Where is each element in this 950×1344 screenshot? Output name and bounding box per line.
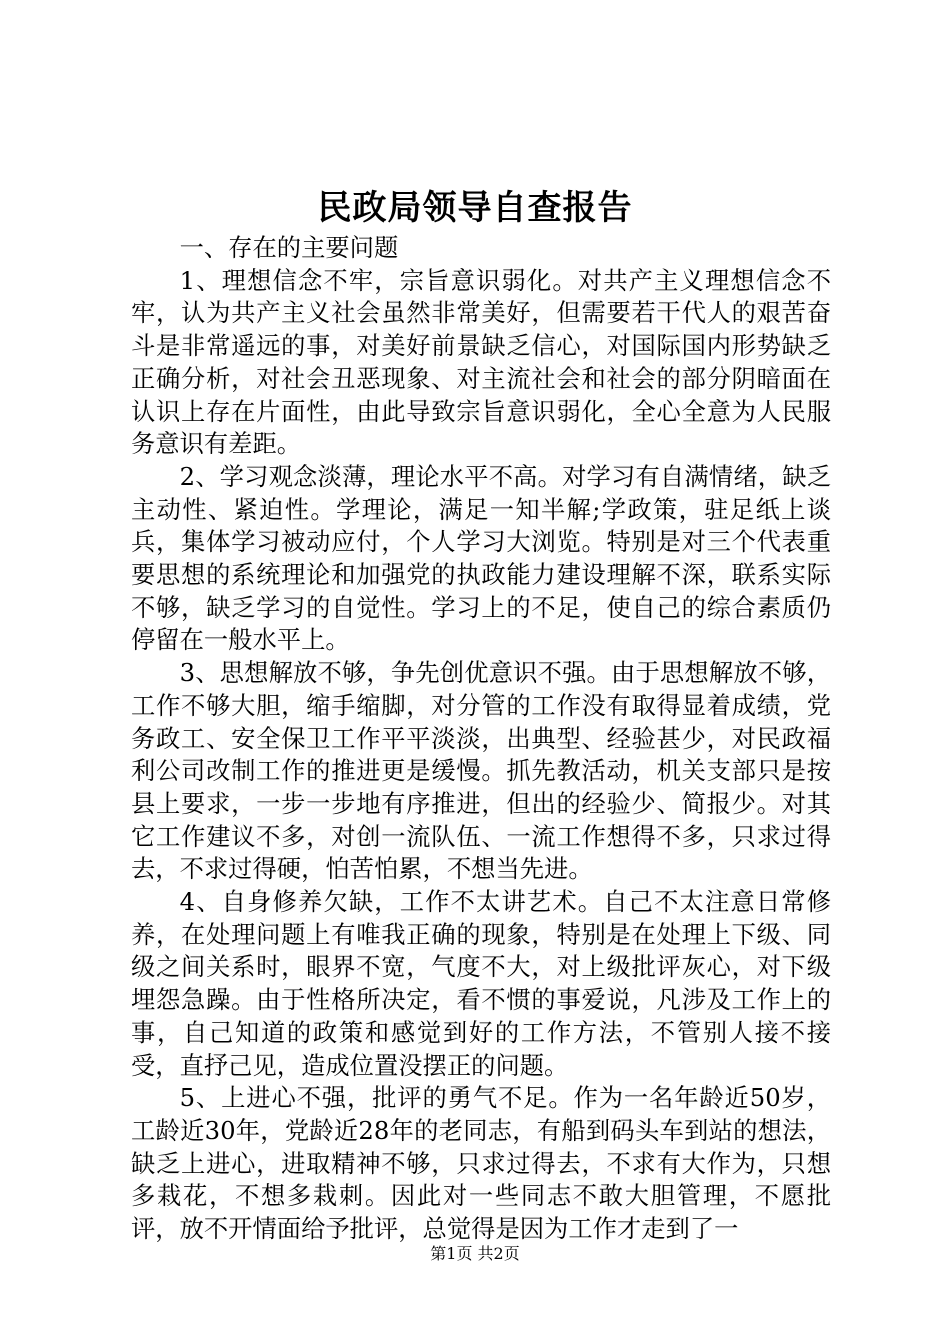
document-title: 民政局领导自查报告 <box>317 188 633 228</box>
section-heading: 一、存在的主要问题 <box>179 233 399 262</box>
page-number-footer: 第1页 共2页 <box>430 1244 520 1263</box>
paragraph-1: 1、理想信念不牢，宗旨意识弱化。对共产主义理想信念不牢，认为共产主义社会虽然非常美好，但需要若干代人的艰苦奋斗是非常遥远的事，对美好前景缺乏信心，对国际国内形势缺乏正确分析，对社会丑恶现象、对主流社会和社会的部分阴暗面在认识上存在片面性，由此导致宗旨意识弱化，全心全意为人民服务意识有差距。 <box>131 265 831 459</box>
paragraph-5: 5、上进心不强，批评的勇气不足。作为一名年龄近50岁，工龄近30年，党龄近28年的老同志，有船到码头车到站的想法，缺乏上进心，进取精神不够，只求过得去，不求有大作为，只想多栽花，不想多栽刺。因此对一些同志不敢大胆管理，不愿批评，放不开情面给予批评，总觉得是因为工作才走到了一 <box>131 1083 831 1244</box>
document-body <box>131 232 831 1246</box>
paragraph-4: 4、自身修养欠缺，工作不太讲艺术。自己不太注意日常修养，在处理问题上有唯我正确的现象，特别是在处理上下级、同级之间关系时，眼界不宽，气度不大，对上级批评灰心，对下级埋怨急躁。由于性格所决定，看不惯的事爱说，凡涉及工作上的事，自己知道的政策和感觉到好的工作方法，不管别人接不接受，直抒己见，造成位置没摆正的问题。 <box>131 887 831 1080</box>
paragraph-2: 2、学习观念淡薄，理论水平不高。对学习有自满情绪，缺乏主动性、紧迫性。学理论，满足一知半解;学政策，驻足纸上谈兵，集体学习被动应付，个人学习大浏览。特别是对三个代表重要思想的系统理论和加强党的执政能力建设理解不深，联系实际不够，缺乏学习的自觉性。学习上的不足，使自己的综合素质仍停留在一般水平上。 <box>131 461 831 655</box>
paragraph-3: 3、思想解放不够，争先创优意识不强。由于思想解放不够，工作不够大胆，缩手缩脚，对分管的工作没有取得显着成绩，党务政工、安全保卫工作平平淡淡，出典型、经验甚少，对民政福利公司改制工作的推进更是缓慢。抓先教活动，机关支部只是按县上要求，一步一步地有序推进，但出的经验少、简报少。对其它工作建议不多，对创一流队伍、一流工作想得不多，只求过得去，不求过得硬，怕苦怕累，不想当先进。 <box>131 658 831 884</box>
